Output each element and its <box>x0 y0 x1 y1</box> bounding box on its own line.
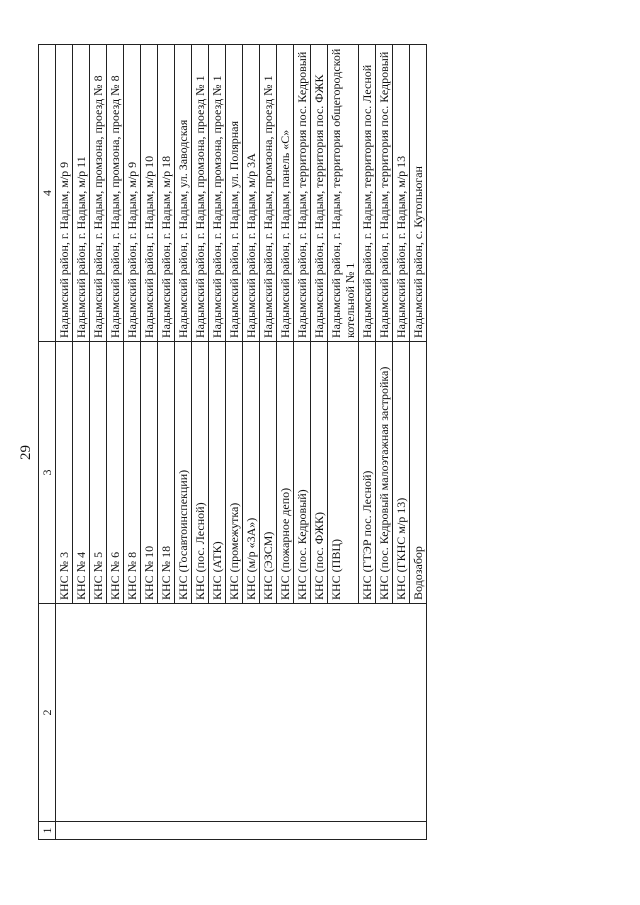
address-cell: Надымский район, г. Надым, м/р 9 <box>56 45 73 342</box>
object-name-cell: КНС (пос. Кедровый) <box>294 342 311 604</box>
object-name-cell: КНС (пос. Кедровый малоэтажная застройка) <box>376 342 393 604</box>
object-name-cell: КНС (Госавтоинспекции) <box>175 342 192 604</box>
address-cell: Надымский район, г. Надым, промзона, проезд № 1 <box>192 45 209 342</box>
object-name-cell: КНС (ГКНС м/р 13) <box>393 342 410 604</box>
object-name-cell: КНС № 10 <box>141 342 158 604</box>
object-name-cell: КНС (ЭЗСМ) <box>260 342 277 604</box>
object-name-cell: КНС № 8 <box>124 342 141 604</box>
object-name-cell: КНС № 5 <box>90 342 107 604</box>
object-name-cell: КНС № 3 <box>56 342 73 604</box>
address-cell: Надымский район, г. Надым, м/р 18 <box>158 45 175 342</box>
header-col-4: 4 <box>39 45 56 342</box>
table-body <box>56 45 427 840</box>
address-cell: Надымский район, г. Надым, промзона, проезд № 1 <box>209 45 226 342</box>
address-cell: Надымский район, с. Кутопьюган <box>410 45 427 342</box>
table-row <box>56 45 73 840</box>
address-cell: Надымский район, г. Надым, промзона, проезд № 1 <box>260 45 277 342</box>
header-col-3: 3 <box>39 342 56 604</box>
object-name-cell: КНС (АТК) <box>209 342 226 604</box>
address-cell: Надымский район, г. Надым, промзона, проезд № 8 <box>107 45 124 342</box>
address-cell: Надымский район, г. Надым, территория общегородской котельной № 1 <box>328 45 359 342</box>
object-name-cell: КНС № 4 <box>73 342 90 604</box>
address-cell: Надымский район, г. Надым, ул. Полярная <box>226 45 243 342</box>
object-name-cell: КНС (пос. Лесной) <box>192 342 209 604</box>
address-cell: Надымский район, г. Надым, панель «С» <box>277 45 294 342</box>
object-name-cell: КНС (ПВЦ) <box>328 342 359 604</box>
object-name-cell: КНС (пожарное депо) <box>277 342 294 604</box>
address-cell: Надымский район, г. Надым, м/р 9 <box>124 45 141 342</box>
table-header-row <box>39 45 56 840</box>
register-table <box>38 44 427 840</box>
empty-cell-col-1 <box>56 822 427 840</box>
header-col-2: 2 <box>39 604 56 822</box>
address-cell: Надымский район, г. Надым, территория пос. Кедровый <box>294 45 311 342</box>
empty-cell-col-2 <box>56 604 427 822</box>
address-cell: Надымский район, г. Надым, м/р 11 <box>73 45 90 342</box>
address-cell: Надымский район, г. Надым, м/р 10 <box>141 45 158 342</box>
header-col-1: 1 <box>39 822 56 840</box>
object-name-cell: КНС № 18 <box>158 342 175 604</box>
object-name-cell: КНС № 6 <box>107 342 124 604</box>
address-cell: Надымский район, г. Надым, территория пос. ФЖК <box>311 45 328 342</box>
address-cell: Надымский район, г. Надым, промзона, проезд № 8 <box>90 45 107 342</box>
address-cell: Надымский район, г. Надым, м/р 3А <box>243 45 260 342</box>
object-name-cell: КНС (промежутка) <box>226 342 243 604</box>
page-number: 29 <box>18 445 34 460</box>
object-name-cell: КНС (м/р «3А») <box>243 342 260 604</box>
object-name-cell: КНС (пос. ФЖК) <box>311 342 328 604</box>
object-name-cell: Водозабор <box>410 342 427 604</box>
address-cell: Надымский район, г. Надым, м/р 13 <box>393 45 410 342</box>
address-cell: Надымский район, г. Надым, ул. Заводская <box>175 45 192 342</box>
address-cell: Надымский район, г. Надым, территория пос. Кедровый <box>376 45 393 342</box>
address-cell: Надымский район, г. Надым, территория пос. Лесной <box>359 45 376 342</box>
object-name-cell: КНС (ГТЭР пос. Лесной) <box>359 342 376 604</box>
